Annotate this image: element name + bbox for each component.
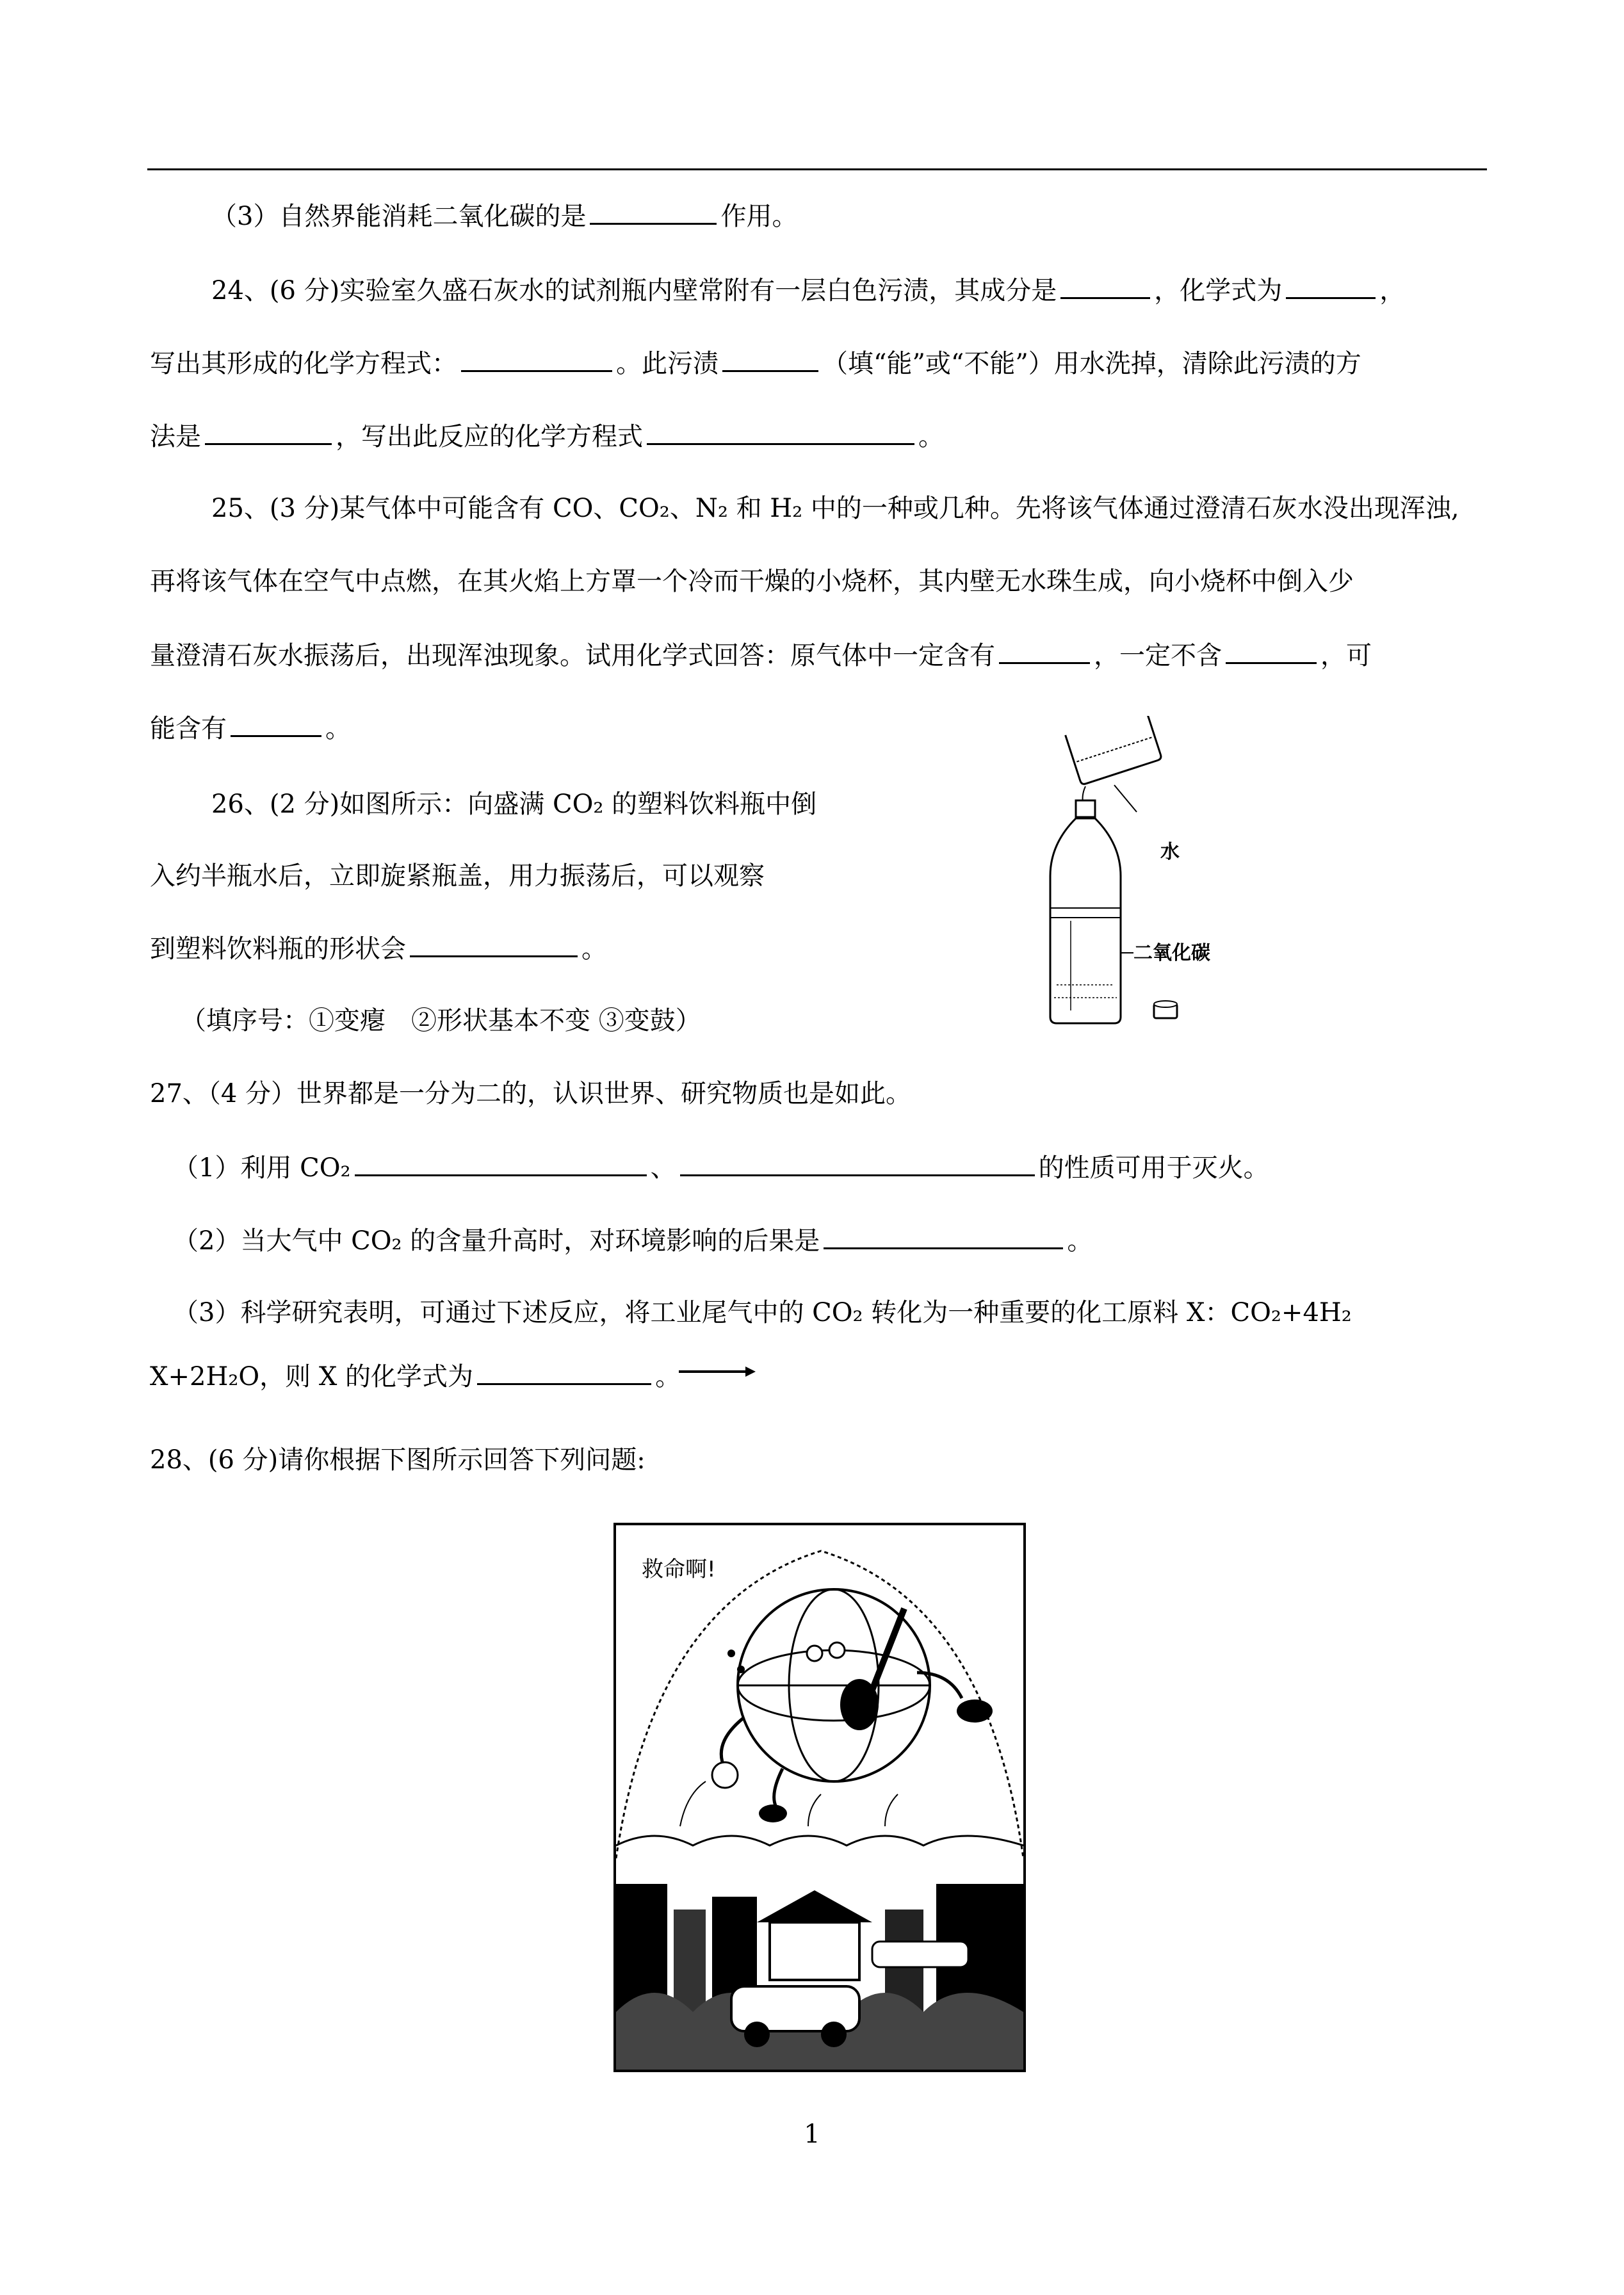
- answer-blank[interactable]: [477, 1360, 651, 1385]
- q27-text: （1）利用 CO₂: [173, 1153, 351, 1183]
- q24-text: 。此污渍: [616, 349, 719, 378]
- q24-text: 。: [918, 422, 944, 451]
- q25-text: ，可: [1320, 641, 1372, 670]
- q24-text: 24、(6 分)实验室久盛石灰水的试剂瓶内壁常附有一层白色污渍，其成分是: [211, 276, 1057, 305]
- q24-line2: [150, 347, 1361, 379]
- q26-line4: [181, 1005, 701, 1036]
- q26-text: （填序号：①变瘪 ②形状基本不变 ③变鼓）: [181, 1006, 701, 1035]
- q28-text: 28、(6 分)请你根据下图所示回答下列问题:: [150, 1445, 646, 1475]
- greenhouse-cartoon-figure: [613, 1523, 1026, 2072]
- q26-text: 到塑料饮料瓶的形状会: [150, 934, 406, 964]
- q25-line3: [150, 639, 1372, 671]
- q27-text: 的性质可用于灭火。: [1038, 1153, 1269, 1183]
- q24-text: （填“能”或“不能”）用水洗掉，清除此污渍的方: [822, 349, 1361, 378]
- answer-blank[interactable]: [1226, 639, 1317, 664]
- q27-text: 、: [650, 1153, 676, 1183]
- q27-title: [150, 1078, 911, 1109]
- reaction-arrow-icon: [679, 1364, 756, 1379]
- answer-blank[interactable]: [647, 420, 914, 445]
- page-number: 1: [804, 2120, 820, 2149]
- answer-blank[interactable]: [680, 1151, 1035, 1176]
- q27-text: （2）当大气中 CO₂ 的含量升高时，对环境影响的后果是: [173, 1226, 820, 1256]
- q26-text: 26、(2 分)如图所示：向盛满 CO₂ 的塑料饮料瓶中倒: [211, 790, 817, 819]
- q25-line4: [150, 712, 351, 744]
- q25-text: ，一定不含: [1094, 641, 1222, 670]
- bottle-figure: [1012, 716, 1217, 1036]
- answer-blank[interactable]: [722, 347, 818, 372]
- q23-3-text: （3）自然界能消耗二氧化碳的是: [211, 202, 587, 231]
- q24-text: 写出其形成的化学方程式：: [150, 349, 457, 378]
- answer-blank[interactable]: [999, 639, 1090, 664]
- q26-line3: [150, 932, 607, 964]
- answer-blank[interactable]: [461, 347, 612, 372]
- q27-part3-cont: [150, 1360, 681, 1392]
- q26-text: 。: [581, 934, 607, 964]
- answer-blank[interactable]: [824, 1224, 1063, 1249]
- q24-line3: [150, 420, 944, 452]
- q25-text: 。: [325, 714, 351, 743]
- answer-blank[interactable]: [1286, 274, 1376, 299]
- answer-blank[interactable]: [231, 712, 321, 737]
- answer-blank[interactable]: [355, 1151, 647, 1176]
- answer-blank[interactable]: [590, 200, 717, 225]
- answer-blank[interactable]: [410, 932, 578, 957]
- q25-text: 再将该气体在空气中点燃，在其火焰上方罩一个冷而干燥的小烧杯，其内壁无水珠生成，向小烧杯中倒入少: [150, 567, 1354, 596]
- q27-text: 27、（4 分）世界都是一分为二的，认识世界、研究物质也是如此。: [150, 1079, 912, 1108]
- answer-blank[interactable]: [1060, 274, 1150, 299]
- q27-text: （3）科学研究表明，可通过下述反应，将工业尾气中的 CO₂ 转化为一种重要的化工原料 X：CO₂+4H₂: [173, 1298, 1352, 1327]
- q25-text: 能含有: [150, 714, 227, 743]
- q23-3-suffix: 作用。: [720, 202, 798, 231]
- q26-text: 入约半瓶水后，立即旋紧瓶盖，用力振荡后，可以观察: [150, 861, 765, 891]
- cartoon-speech-text: 救命啊!: [642, 1557, 716, 1582]
- q27-part2: [173, 1224, 1092, 1256]
- q27-text: X+2H₂O，则 X 的化学式为: [150, 1362, 474, 1391]
- q24-text: ，: [1379, 276, 1406, 305]
- answer-blank[interactable]: [205, 420, 332, 445]
- q26-line1: [211, 789, 816, 820]
- water-label: 水: [1160, 841, 1180, 863]
- q25-text: 量澄清石灰水振荡后，出现浑浊现象。试用化学式回答：原气体中一定含有: [150, 641, 995, 670]
- q27-text: 。: [655, 1362, 681, 1391]
- q24-text: ，写出此反应的化学方程式: [336, 422, 643, 451]
- q24-text: 法是: [150, 422, 201, 451]
- q27-part3: [173, 1297, 1352, 1328]
- q28-title: [150, 1445, 646, 1475]
- q26-line2: [150, 861, 765, 891]
- q23-part3: [211, 200, 797, 232]
- q25-text: 25、(3 分)某气体中可能含有 CO、CO₂、N₂ 和 H₂ 中的一种或几种。先将该气体通过澄清石灰水没出现浑浊,: [211, 494, 1459, 523]
- q24-text: ，化学式为: [1154, 276, 1283, 305]
- q24-line1: [211, 274, 1405, 306]
- q27-text: 。: [1067, 1226, 1093, 1256]
- co2-label: 二氧化碳: [1133, 942, 1210, 964]
- q25-line2: [150, 566, 1354, 597]
- q27-part1: [173, 1151, 1269, 1183]
- q25-line1: [211, 493, 1459, 524]
- header-rule: [147, 168, 1487, 170]
